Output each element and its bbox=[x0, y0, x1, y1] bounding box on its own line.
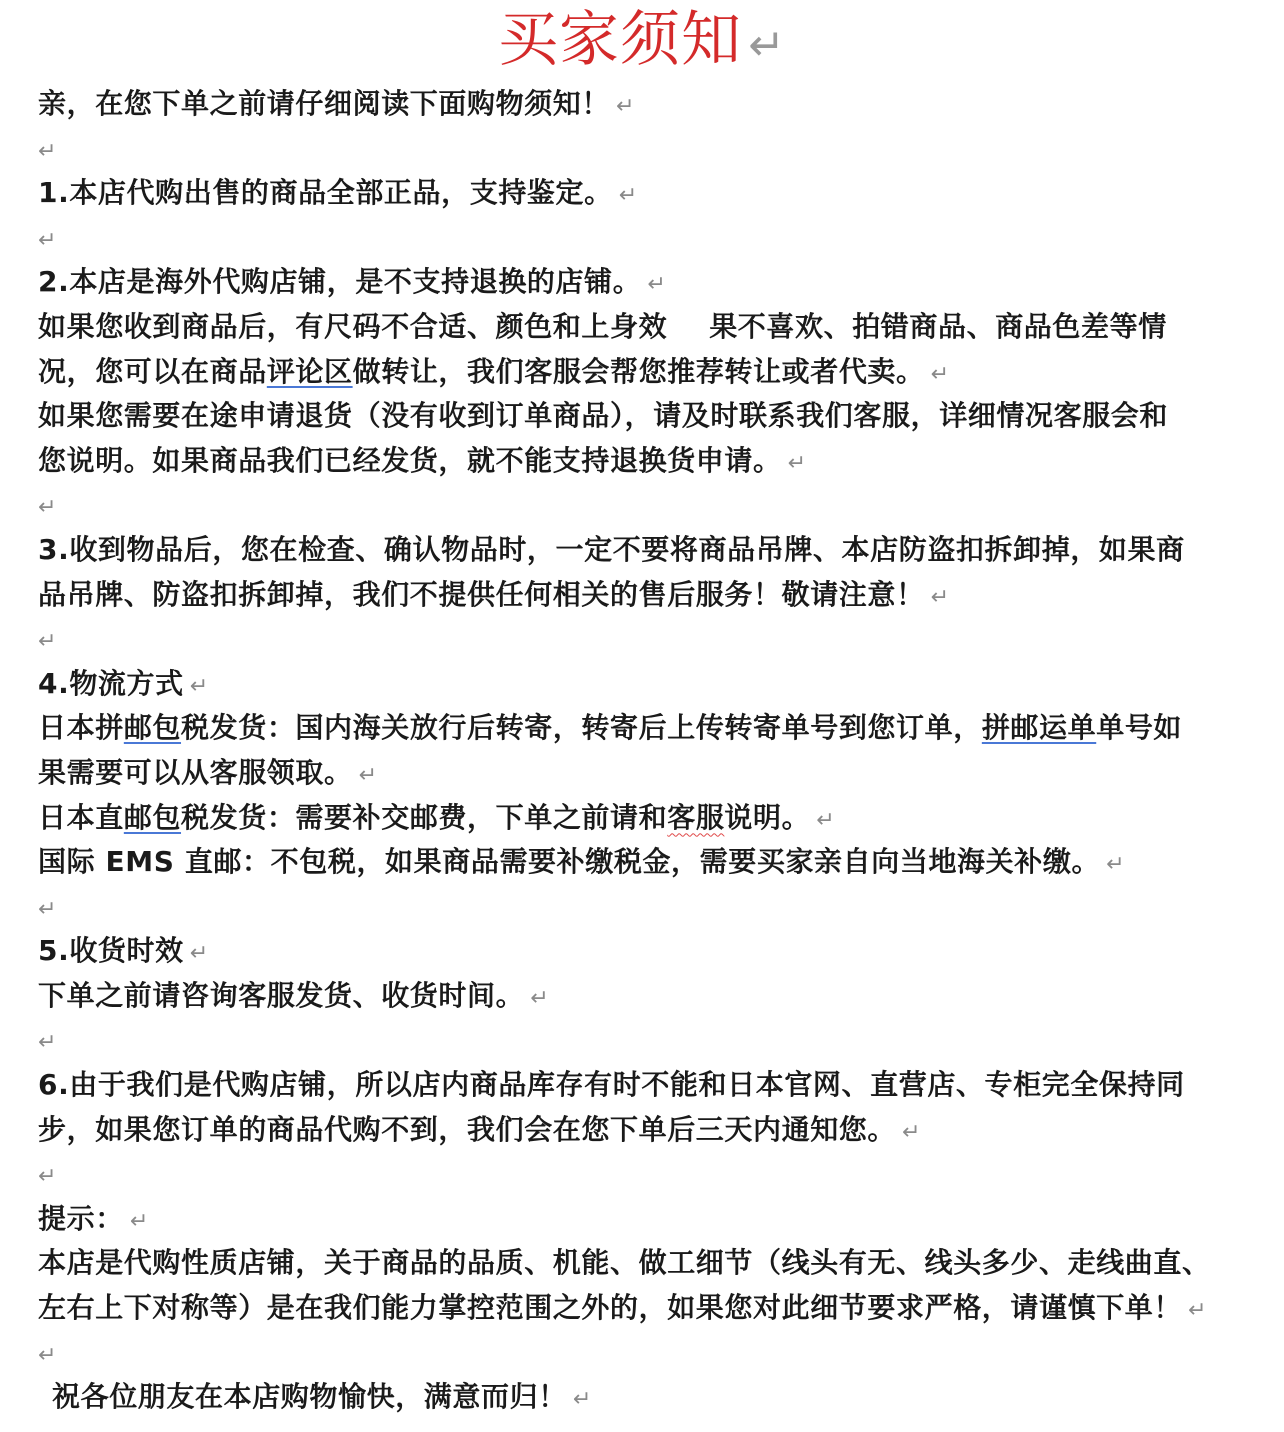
section-4-line-3 bbox=[38, 796, 1238, 841]
title-text: 买家须知 bbox=[498, 5, 743, 75]
spellcheck-term: 客服 bbox=[667, 800, 725, 834]
return-mark: ↵ bbox=[38, 495, 58, 521]
section-2-text: 您说明。如果商品我们已经发货，就不能支持退换货申请。 bbox=[38, 443, 782, 477]
return-mark: ↵ bbox=[930, 361, 950, 387]
section-2-text: 果不喜欢、拍错商品、商品色差等情 bbox=[709, 309, 1167, 343]
section-2-text: 如果您收到商品后，有尺码不合适、颜色和上身效 bbox=[38, 309, 668, 343]
section-4-text: 单号如 bbox=[1096, 711, 1183, 745]
section-2-text: 况，您可以在商品 bbox=[38, 354, 267, 388]
section-3-line-2 bbox=[38, 573, 1238, 618]
underlined-term: 评论区 bbox=[266, 354, 353, 388]
section-2-heading-text: 2.本店是海外代购店铺，是不支持退换的店铺。 bbox=[38, 265, 642, 299]
closing-line bbox=[38, 1375, 1238, 1420]
return-mark: ↵ bbox=[1106, 852, 1126, 878]
section-4-text: 日本直 bbox=[38, 800, 124, 834]
section-6-text: 步，如果您订单的商品代购不到，我们会在您下单后三天内通知您。 bbox=[38, 1112, 897, 1146]
section-4-text: 税发货：国内海关放行后转寄，转寄后上传转寄单号到您订单， bbox=[181, 711, 982, 745]
tip-text: 左右上下对称等）是在我们能力掌控范围之外的，如果您对此细节要求严格，请谨慎下单！ bbox=[38, 1291, 1183, 1325]
empty-line bbox=[38, 127, 1238, 172]
return-mark: ↵ bbox=[748, 20, 786, 71]
section-5-heading-text: 5.收货时效 bbox=[38, 934, 184, 968]
page-title bbox=[0, 2, 1284, 84]
return-mark: ↵ bbox=[38, 1030, 58, 1056]
return-mark: ↵ bbox=[358, 762, 378, 788]
return-mark: ↵ bbox=[618, 183, 638, 209]
empty-line bbox=[38, 1018, 1238, 1063]
section-4-line-2 bbox=[38, 751, 1238, 796]
return-mark: ↵ bbox=[38, 896, 58, 922]
return-mark: ↵ bbox=[930, 584, 950, 610]
empty-line bbox=[38, 885, 1238, 930]
return-mark: ↵ bbox=[189, 941, 209, 967]
section-4-heading bbox=[38, 662, 1238, 707]
underlined-term: 拼邮运单 bbox=[981, 711, 1097, 745]
section-2-line-1 bbox=[38, 305, 1238, 350]
return-mark: ↵ bbox=[38, 629, 58, 655]
intro-text: 亲，在您下单之前请仔细阅读下面购物须知！ bbox=[38, 87, 611, 120]
return-mark: ↵ bbox=[38, 1164, 58, 1190]
section-2-line-3 bbox=[38, 394, 1238, 439]
return-mark: ↵ bbox=[816, 807, 836, 833]
empty-line bbox=[38, 483, 1238, 528]
document-body bbox=[38, 82, 1238, 1420]
tip-text: 本店是代购性质店铺，关于商品的品质、机能、做工细节（线头有无、线头多少、走线曲直、 bbox=[38, 1246, 1211, 1280]
section-2-line-4 bbox=[38, 439, 1238, 484]
section-1-line bbox=[38, 171, 1238, 216]
return-mark: ↵ bbox=[647, 272, 667, 298]
return-mark: ↵ bbox=[129, 1208, 149, 1234]
closing-text: 祝各位朋友在本店购物愉快，满意而归！ bbox=[52, 1380, 567, 1414]
section-4-line-1 bbox=[38, 706, 1238, 751]
section-5-heading bbox=[38, 929, 1238, 974]
empty-line bbox=[38, 1152, 1238, 1197]
return-mark: ↵ bbox=[38, 1342, 58, 1368]
return-mark: ↵ bbox=[787, 450, 807, 476]
section-4-text: 说明。 bbox=[724, 800, 811, 834]
empty-line bbox=[38, 1331, 1238, 1376]
return-mark: ↵ bbox=[38, 138, 58, 164]
section-1-text: 1.本店代购出售的商品全部正品，支持鉴定。 bbox=[38, 176, 613, 210]
return-mark: ↵ bbox=[572, 1387, 592, 1413]
underlined-term: 邮包 bbox=[123, 711, 182, 745]
section-5-line-1 bbox=[38, 974, 1238, 1019]
return-mark: ↵ bbox=[530, 985, 550, 1011]
section-3-line-1 bbox=[38, 528, 1238, 573]
section-4-text: 日本拼 bbox=[38, 711, 124, 745]
section-2-line-2 bbox=[38, 350, 1238, 395]
section-4-text: 国际 EMS 直邮：不包税，如果商品需要补缴税金，需要买家亲自向当地海关补缴。 bbox=[38, 845, 1101, 879]
intro-line bbox=[38, 82, 1238, 127]
section-6-line-1 bbox=[38, 1063, 1238, 1108]
section-3-text: 3.收到物品后，您在检查、确认物品时，一定不要将商品吊牌、本店防盗扣拆卸掉，如果商 bbox=[38, 532, 1185, 566]
section-2-text: 如果您需要在途申请退货（没有收到订单商品），请及时联系我们客服，详细情况客服会和 bbox=[38, 399, 1169, 433]
return-mark: ↵ bbox=[189, 673, 209, 699]
empty-line bbox=[38, 216, 1238, 261]
tip-line-2 bbox=[38, 1286, 1238, 1331]
empty-line bbox=[38, 617, 1238, 662]
return-mark: ↵ bbox=[616, 94, 636, 119]
section-4-line-4 bbox=[38, 840, 1238, 885]
section-4-text: 税发货：需要补交邮费，下单之前请和 bbox=[181, 800, 668, 834]
section-6-line-2 bbox=[38, 1108, 1238, 1153]
tip-line-1 bbox=[38, 1241, 1238, 1286]
section-5-text: 下单之前请咨询客服发货、收货时间。 bbox=[38, 978, 525, 1012]
underlined-term: 邮包 bbox=[123, 800, 182, 834]
section-2-text: 做转让，我们客服会帮您推荐转让或者代卖。 bbox=[352, 354, 925, 388]
return-mark: ↵ bbox=[38, 227, 58, 253]
return-mark: ↵ bbox=[1188, 1298, 1208, 1324]
section-6-text: 6.由于我们是代购店铺，所以店内商品库存有时不能和日本官网、直营店、专柜完全保持同 bbox=[38, 1068, 1185, 1102]
section-4-heading-text: 4.物流方式 bbox=[38, 666, 184, 700]
tip-heading bbox=[38, 1197, 1238, 1242]
section-4-text: 果需要可以从客服领取。 bbox=[38, 755, 353, 789]
section-2-heading bbox=[38, 260, 1238, 305]
section-3-text: 品吊牌、防盗扣拆卸掉，我们不提供任何相关的售后服务！敬请注意！ bbox=[38, 577, 925, 611]
return-mark: ↵ bbox=[902, 1119, 922, 1145]
tip-heading-text: 提示： bbox=[38, 1201, 124, 1235]
